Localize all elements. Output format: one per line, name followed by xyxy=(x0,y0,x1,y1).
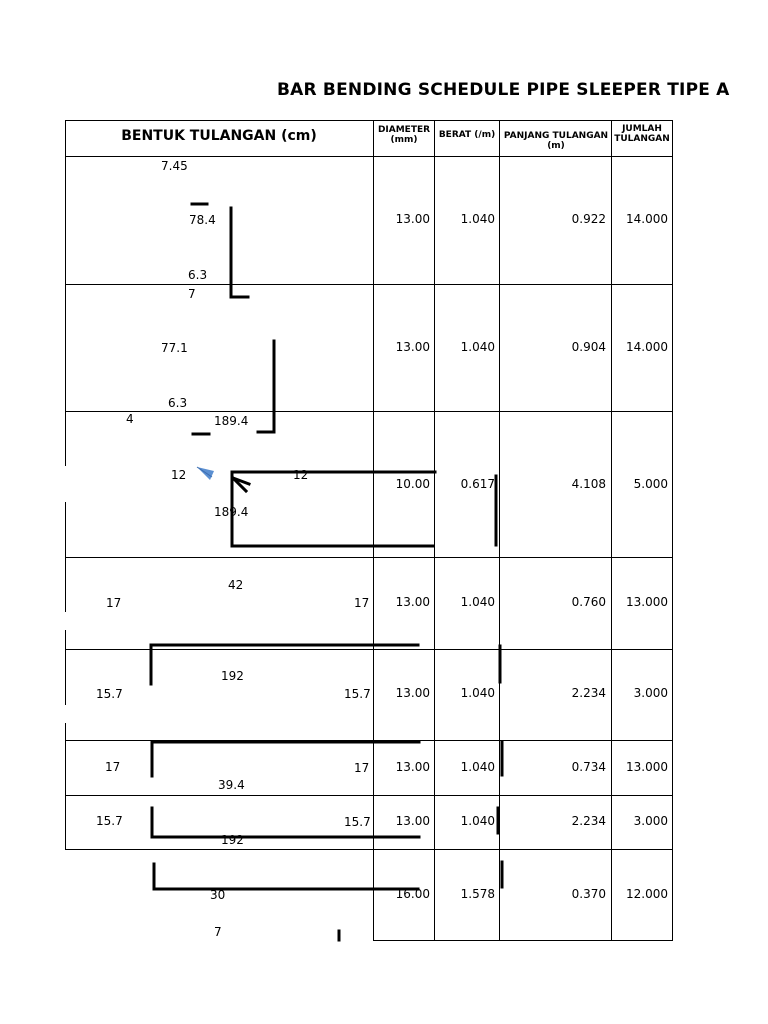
cell-diameter: 13.00 xyxy=(395,212,430,226)
cell-length: 2.234 xyxy=(571,686,606,700)
cell-diameter: 16.00 xyxy=(395,887,430,901)
header-shape: BENTUK TULANGAN (cm) xyxy=(121,128,317,144)
dim-label: 7 xyxy=(188,287,196,301)
dim-label: 15.7 xyxy=(96,687,123,701)
dim-label: 17 xyxy=(354,761,370,775)
cell-weight: 1.040 xyxy=(460,686,495,700)
dim-label: 15.7 xyxy=(344,815,371,829)
bar-segment xyxy=(154,864,418,889)
cell-weight: 1.040 xyxy=(460,340,495,354)
cell-weight: 1.040 xyxy=(460,212,495,226)
dim-label: 78.4 xyxy=(189,213,216,227)
dim-label: 7.45 xyxy=(161,159,188,173)
header-length-label: PANJANG TULANGAN xyxy=(503,131,609,141)
header-length-unit: (m) xyxy=(547,140,565,151)
bar-segment xyxy=(232,472,435,546)
dim-label: 17 xyxy=(106,596,122,610)
dim-label: 12 xyxy=(293,468,309,482)
cell-diameter: 13.00 xyxy=(395,595,430,609)
dim-label: 189.4 xyxy=(214,414,249,428)
dim-label: 15.7 xyxy=(96,814,123,828)
dim-label: 192 xyxy=(221,833,244,847)
dim-label: 192 xyxy=(221,669,244,683)
cell-length: 0.760 xyxy=(571,595,606,609)
page-title: BAR BENDING SCHEDULE PIPE SLEEPER TIPE A xyxy=(277,80,730,100)
header-weight: BERAT (/m) xyxy=(438,130,496,140)
bar-segment xyxy=(152,742,419,776)
dim-label: 6.3 xyxy=(188,268,208,282)
cell-weight: 0.617 xyxy=(460,477,495,491)
cell-length: 0.904 xyxy=(571,340,606,354)
header-diameter-unit: (mm) xyxy=(390,134,418,145)
cell-length: 0.922 xyxy=(571,212,606,226)
header-count-label: JUMLAH xyxy=(622,124,662,134)
cell-count: 3.000 xyxy=(633,686,668,700)
cell-diameter: 10.00 xyxy=(395,477,430,491)
cell-length: 0.370 xyxy=(571,887,606,901)
cell-count: 3.000 xyxy=(633,814,668,828)
cell-diameter: 13.00 xyxy=(395,340,430,354)
cell-diameter: 13.00 xyxy=(395,686,430,700)
arrow-marker-icon xyxy=(197,467,214,480)
cell-diameter: 13.00 xyxy=(395,760,430,774)
cell-diameter: 13.00 xyxy=(395,814,430,828)
cell-weight: 1.578 xyxy=(460,887,495,901)
cell-count: 14.000 xyxy=(626,340,668,354)
dim-label: 17 xyxy=(105,760,121,774)
dim-label: 30 xyxy=(210,888,226,902)
dim-label: 39.4 xyxy=(218,778,245,792)
cell-count: 12.000 xyxy=(626,887,668,901)
cell-count: 13.000 xyxy=(626,760,668,774)
dim-label: 7 xyxy=(214,925,222,939)
cell-count: 14.000 xyxy=(626,212,668,226)
dim-label: 42 xyxy=(228,578,244,592)
cell-length: 0.734 xyxy=(571,760,606,774)
cell-length: 2.234 xyxy=(571,814,606,828)
dim-label: 17 xyxy=(354,596,370,610)
cell-count: 13.000 xyxy=(626,595,668,609)
dim-label: 12 xyxy=(171,468,187,482)
cell-length: 4.108 xyxy=(571,477,606,491)
header-count-unit: TULANGAN xyxy=(614,133,670,144)
cell-count: 5.000 xyxy=(633,477,668,491)
dim-label: 4 xyxy=(126,412,134,426)
dim-label: 15.7 xyxy=(344,687,371,701)
dim-label: 6.3 xyxy=(168,396,188,410)
cell-weight: 1.040 xyxy=(460,595,495,609)
dim-label: 77.1 xyxy=(161,341,188,355)
header-diameter-label: DIAMETER xyxy=(377,125,431,135)
bar-segment xyxy=(151,645,418,684)
cell-weight: 1.040 xyxy=(460,814,495,828)
bar-segment xyxy=(152,808,419,837)
cell-weight: 1.040 xyxy=(460,760,495,774)
dim-label: 189.4 xyxy=(214,505,249,519)
bar-segment xyxy=(231,208,248,297)
